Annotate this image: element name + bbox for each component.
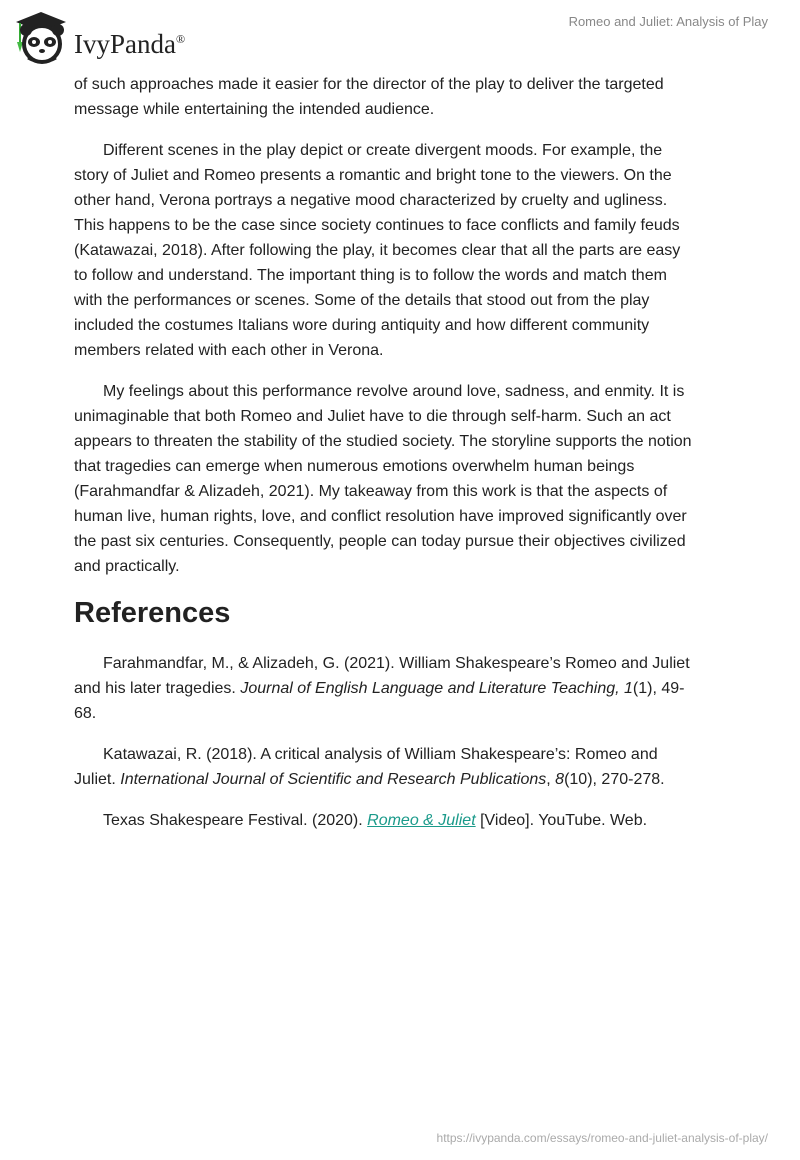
text-line: My feelings about this performance revolve around love, sadness, and enmity. It is [103, 383, 685, 400]
text-line: unimaginable that both Romeo and Juliet have to die through self-harm. Such an act [74, 408, 671, 425]
reference-item [74, 651, 734, 726]
text-line: appears to threaten the stability of the studied society. The storyline supports the notion [74, 433, 692, 450]
text-line: message while entertaining the intended audience. [74, 101, 435, 118]
text-line: with the performances or scenes. Some of the details that stood out from the play [74, 292, 650, 309]
text-line: This happens to be the case since society continues to face conflicts and family feuds [74, 217, 680, 234]
volume: 8 [555, 771, 565, 788]
text-line: Katawazai, R. (2018). A critical analysis of William Shakespeare’s: Romeo and [103, 746, 658, 763]
ref-text: [Video]. YouTube. Web. [475, 812, 648, 829]
text-line: (Katawazai, 2018). After following the play, it becomes clear that all the parts are easy [74, 242, 681, 259]
ivypanda-logo[interactable] [12, 8, 185, 66]
registered-mark: ® [175, 31, 186, 46]
reference-item [74, 808, 734, 833]
text-line: and practically. [74, 558, 180, 575]
ref-text: Juliet. [74, 771, 121, 788]
logo-text [74, 29, 185, 60]
ref-text: (10), 270-278. [564, 771, 665, 788]
text-line: of such approaches made it easier for the director of the play to deliver the targeted [74, 76, 664, 93]
text-line: to follow and understand. The important thing is to follow the words and match them [74, 267, 667, 284]
text-line: story of Juliet and Romeo presents a romantic and bright tone to the viewers. On the [74, 167, 672, 184]
text-line: members related with each other in Verona. [74, 342, 384, 359]
text-line [74, 767, 734, 792]
text-line: that tragedies can emerge when numerous emotions overwhelm human beings [74, 458, 635, 475]
paragraph-1 [74, 72, 734, 122]
text-line: other hand, Verona portrays a negative mood characterized by cruelty and ugliness. [74, 192, 668, 209]
ref-text: (1), 49- [632, 680, 685, 697]
references-heading: References [74, 597, 231, 629]
ref-text: , [546, 771, 556, 788]
journal-title: International Journal of Scientific and Research Publications [120, 771, 547, 788]
reference-item [74, 742, 734, 792]
text-line: 68. [74, 705, 97, 722]
journal-title: Journal of English Language and Literature Teaching, 1 [240, 680, 633, 697]
text-line: human live, human rights, love, and conflict resolution have improved significantly over [74, 508, 687, 525]
text-line: Farahmandfar, M., & Alizadeh, G. (2021). William Shakespeare’s Romeo and Juliet [103, 655, 690, 672]
paragraph-2 [74, 138, 734, 363]
essay-content [74, 72, 734, 849]
logo-wordmark: IvyPanda [74, 28, 176, 59]
ref-text: and his later tragedies. [74, 680, 241, 697]
text-line [74, 808, 734, 833]
text-line: the past six centuries. Consequently, people can today pursue their objectives civilized [74, 533, 686, 550]
source-url[interactable]: https://ivypanda.com/essays/romeo-and-juliet-analysis-of-play/ [436, 1131, 768, 1145]
paragraph-3 [74, 379, 734, 579]
text-line: (Farahmandfar & Alizadeh, 2021). My takeaway from this work is that the aspects of [74, 483, 668, 500]
ref-text: Texas Shakespeare Festival. (2020). [103, 812, 368, 829]
text-line [74, 676, 734, 701]
panda-graduate-icon [12, 8, 70, 66]
document-title: Romeo and Juliet: Analysis of Play [568, 14, 768, 29]
text-line: included the costumes Italians wore during antiquity and how different community [74, 317, 650, 334]
text-line: Different scenes in the play depict or create divergent moods. For example, the [103, 142, 663, 159]
video-link[interactable]: Romeo & Juliet [367, 812, 476, 829]
